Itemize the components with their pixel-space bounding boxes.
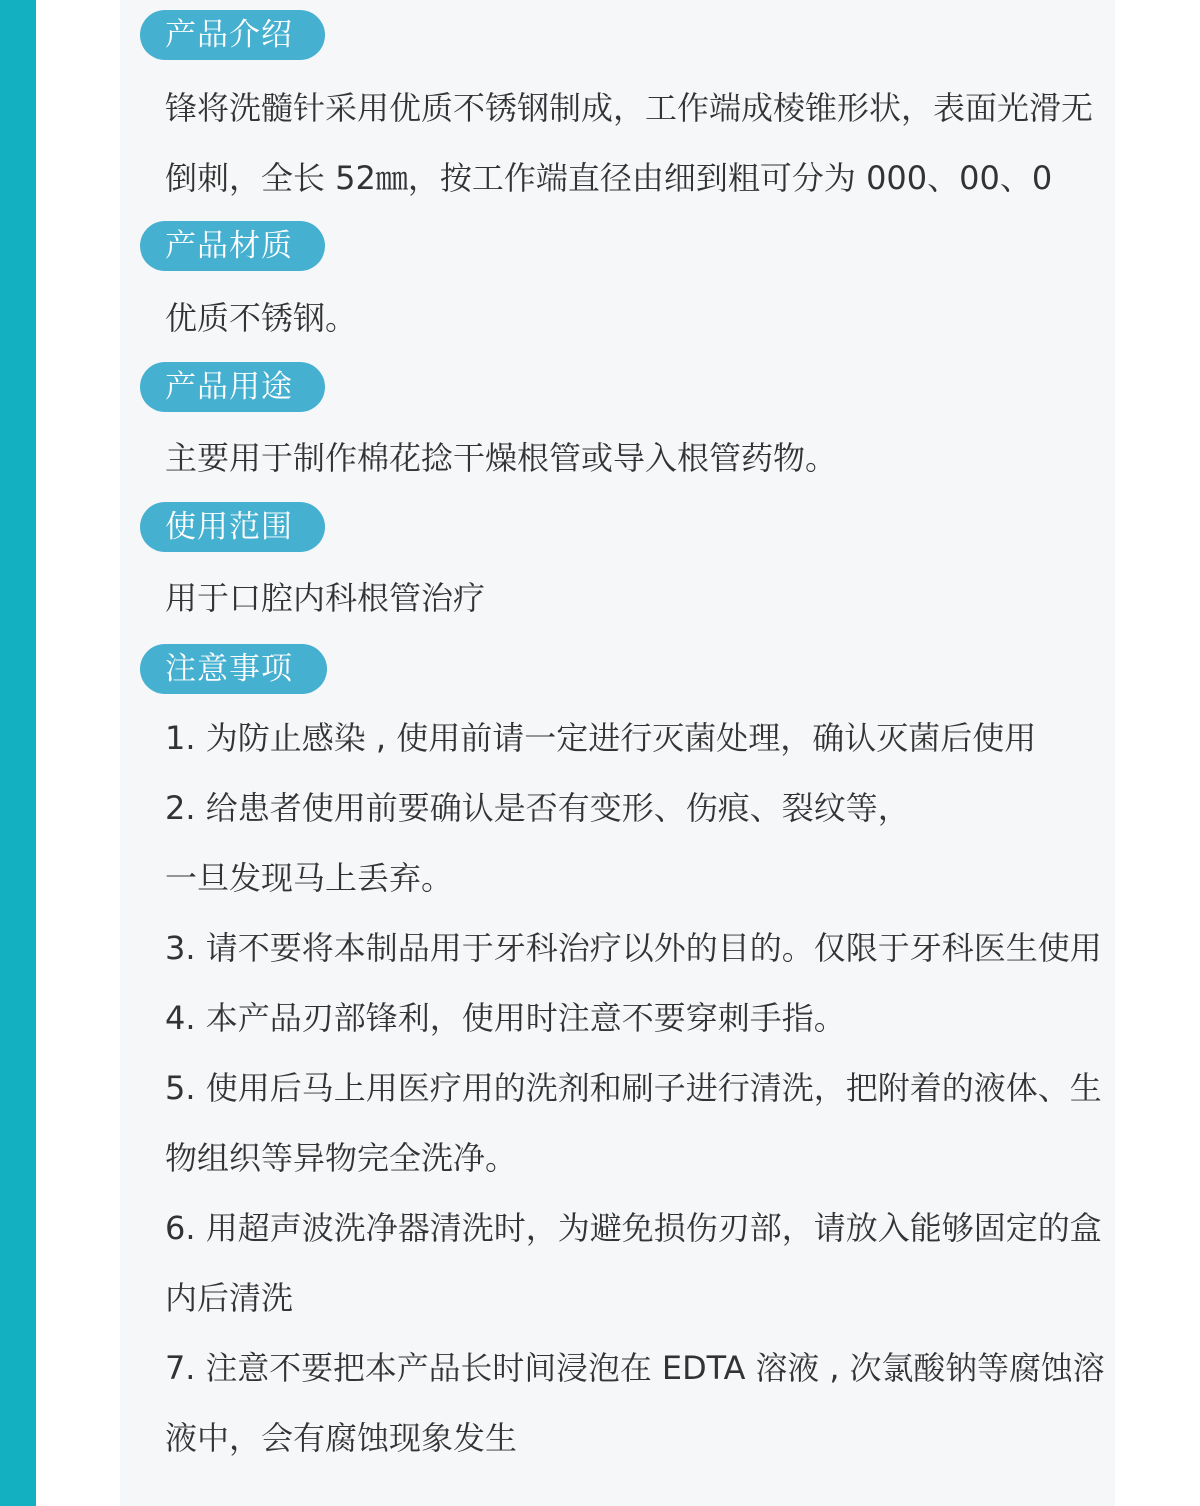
content-panel: [120, 0, 1115, 1506]
section-title-scope: 使用范围: [140, 502, 325, 552]
precaution-line-4: 3. 请不要将本制品用于牙科治疗以外的目的。仅限于牙科医生使用: [165, 929, 1102, 967]
section-title-precautions: 注意事项: [140, 644, 327, 694]
precaution-line-6: 5. 使用后马上用医疗用的洗剂和刷子进行清洗，把附着的液体、生: [165, 1069, 1102, 1107]
precaution-line-1: 1. 为防止感染 , 使用前请一定进行灭菌处理，确认灭菌后使用: [165, 719, 1037, 757]
introduction-line-2: 倒刺，全长 52㎜，按工作端直径由细到粗可分为 000、00、0: [165, 159, 1053, 197]
precaution-line-9: 内后清洗: [165, 1279, 294, 1317]
precaution-line-3: 一旦发现马上丢弃。: [165, 859, 454, 897]
section-title-usage: 产品用途: [140, 362, 325, 412]
precaution-line-10: 7. 注意不要把本产品长时间浸泡在 EDTA 溶液 , 次氯酸钠等腐蚀溶: [165, 1349, 1105, 1387]
introduction-line-1: 锋将洗髓针采用优质不锈钢制成，工作端成棱锥形状，表面光滑无: [165, 89, 1094, 127]
section-title-introduction: 产品介绍: [140, 10, 325, 60]
precaution-line-7: 物组织等异物完全洗净。: [165, 1139, 518, 1177]
precaution-line-11: 液中，会有腐蚀现象发生: [165, 1419, 518, 1457]
precaution-line-8: 6. 用超声波洗净器清洗时，为避免损伤刃部，请放入能够固定的盒: [165, 1209, 1102, 1247]
scope-line-1: 用于口腔内科根管治疗: [165, 579, 486, 617]
material-line-1: 优质不锈钢。: [165, 299, 358, 337]
precaution-line-5: 4. 本产品刃部锋利，使用时注意不要穿刺手指。: [165, 999, 846, 1037]
usage-line-1: 主要用于制作棉花捻干燥根管或导入根管药物。: [165, 439, 838, 477]
precaution-line-2: 2. 给患者使用前要确认是否有变形、伤痕、裂纹等，: [165, 789, 910, 827]
section-title-material: 产品材质: [140, 221, 325, 271]
left-accent-bar: [0, 0, 36, 1506]
